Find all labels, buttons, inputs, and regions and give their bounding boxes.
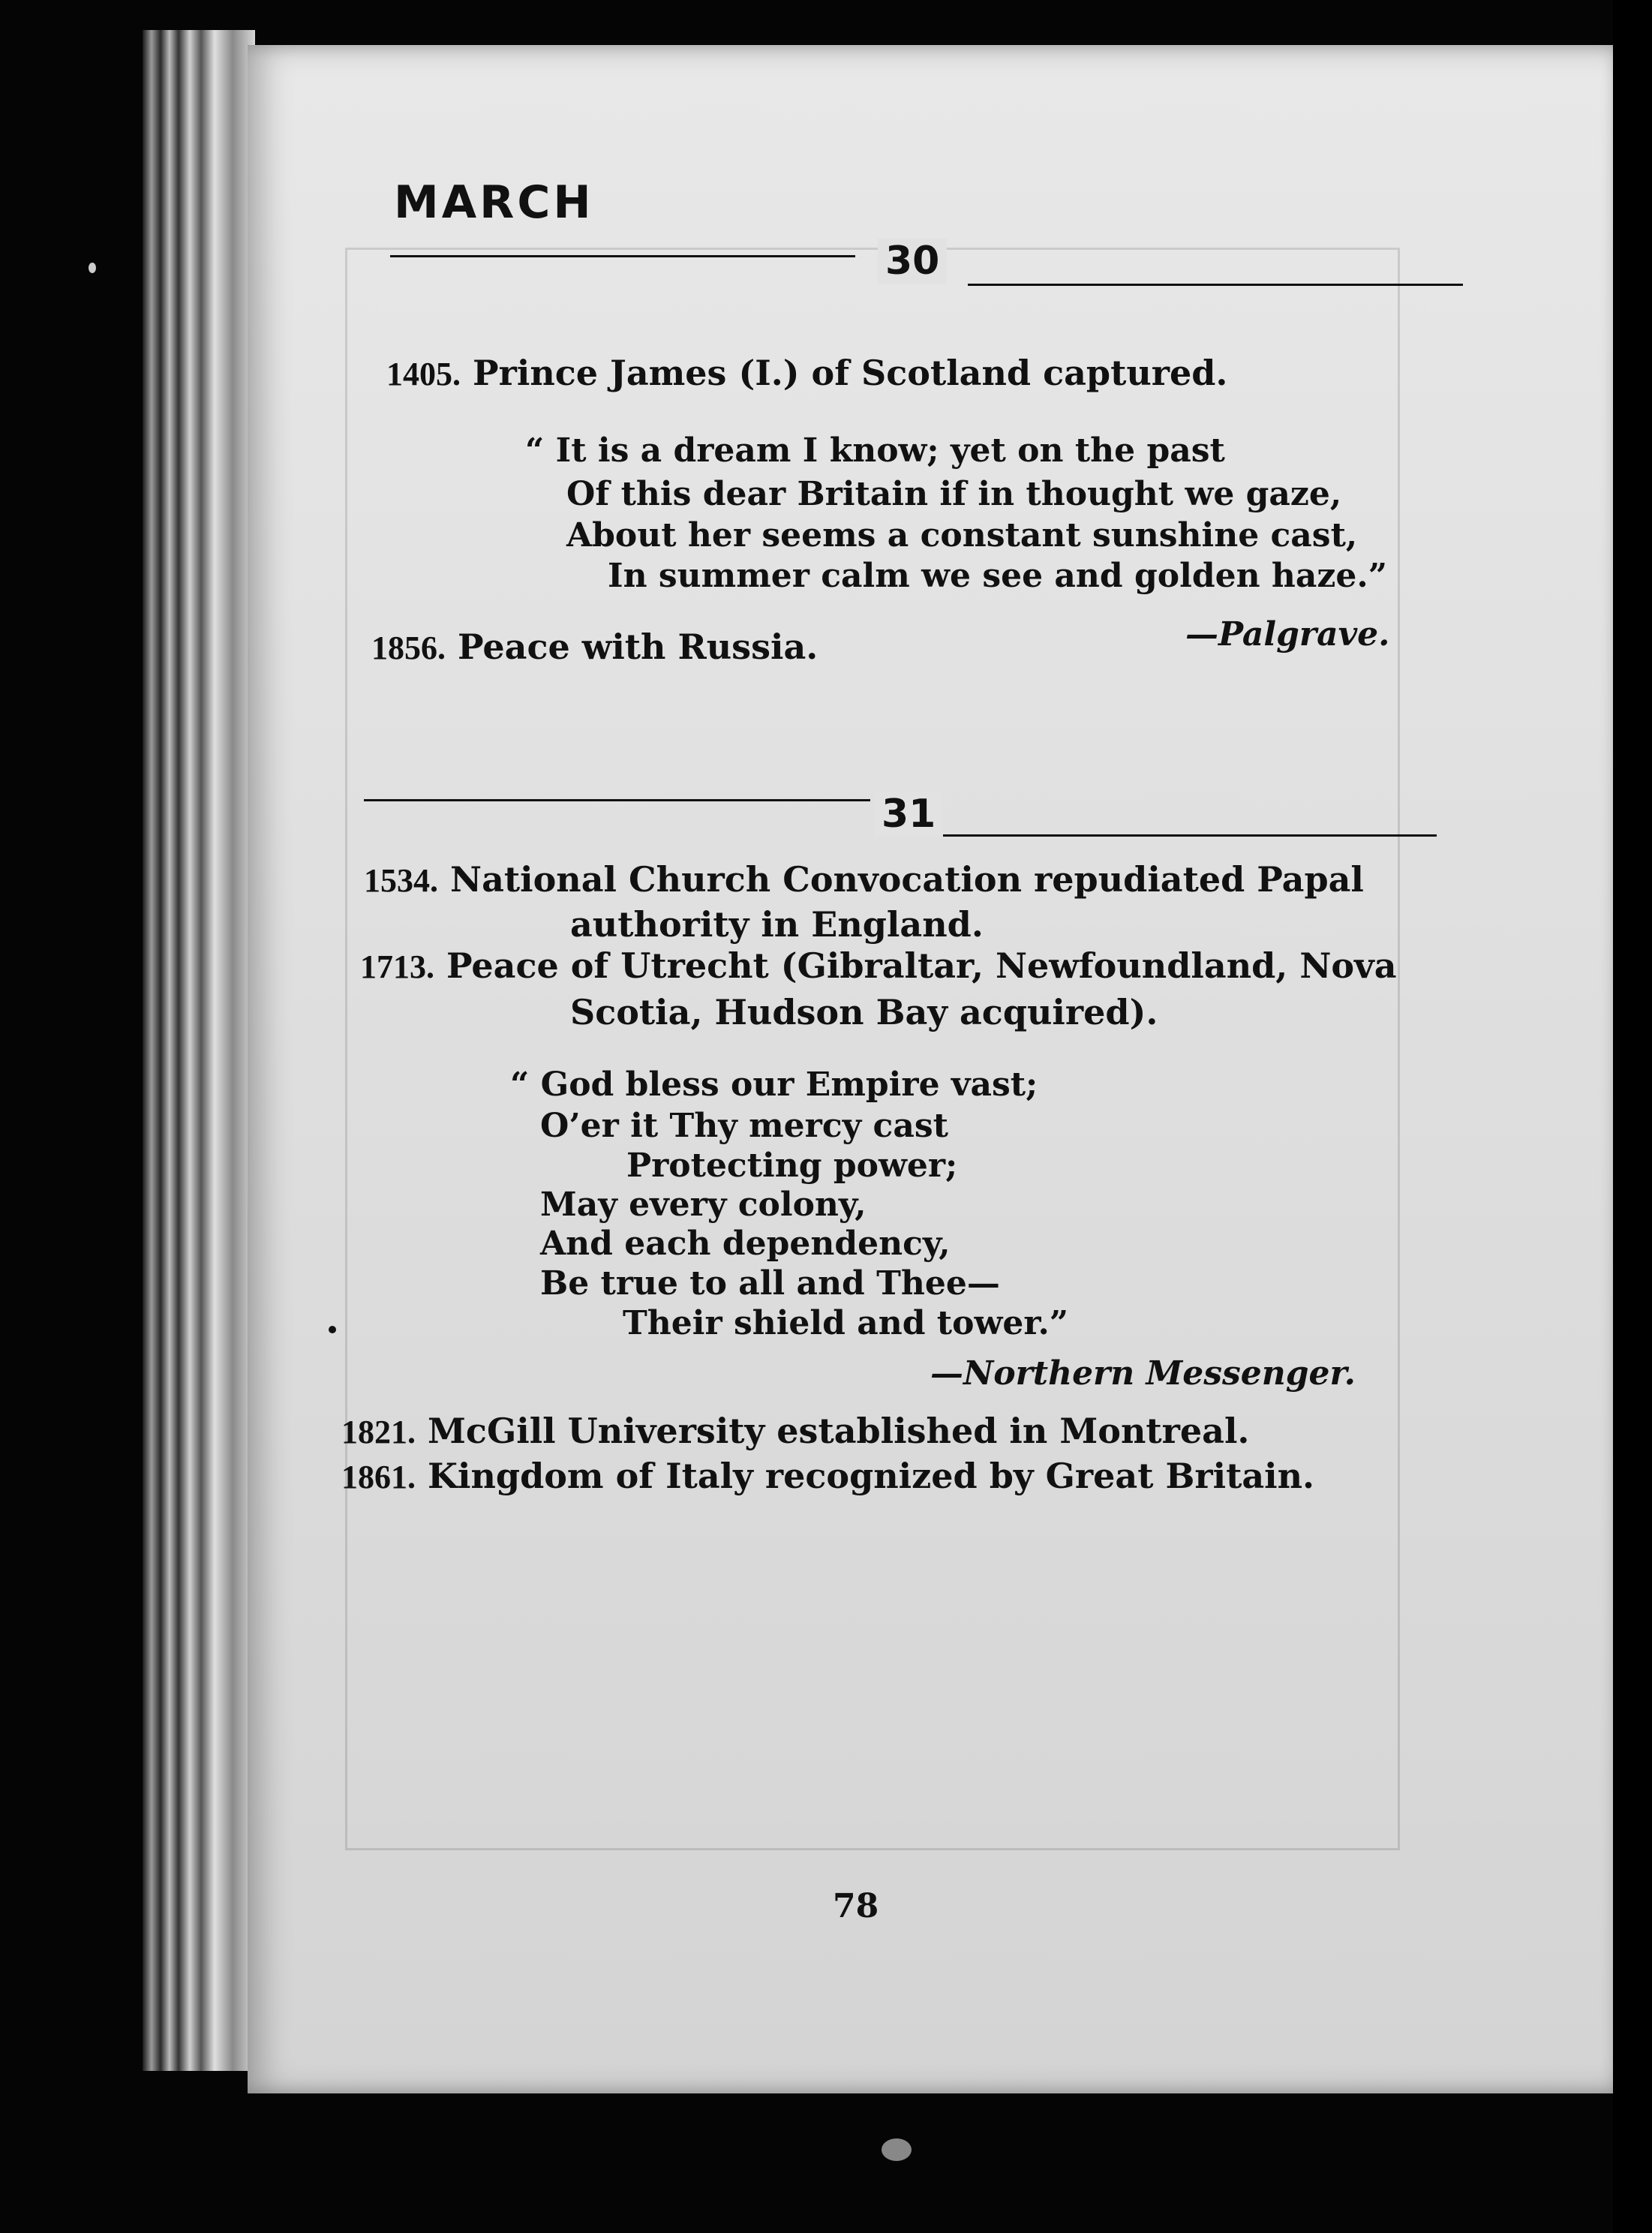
dust-speck: [882, 2138, 912, 2161]
entry-text: Peace of Utrecht (Gibraltar, Newfoundland, Nova: [446, 945, 1397, 986]
history-entry: [360, 945, 1397, 986]
poem-line: And each dependency,: [540, 1225, 951, 1263]
day-rule-left: [364, 799, 870, 801]
entry-text: Kingdom of Italy recognized by Great Britain.: [428, 1456, 1315, 1496]
poem-line: In summer calm we see and golden haze.”: [608, 557, 1388, 595]
poem-attribution: —Northern Messenger.: [930, 1354, 1356, 1393]
history-entry: [364, 859, 1364, 900]
entry-year: 1405.: [386, 356, 461, 392]
day-number: 30: [878, 239, 947, 284]
entry-year: 1713.: [360, 948, 434, 985]
day-rule-right: [968, 284, 1463, 286]
poem-line: About her seems a constant sunshine cast,: [566, 516, 1358, 554]
poem-line: Their shield and tower.”: [623, 1304, 1069, 1342]
poem-line: “ It is a dream I know; yet on the past: [525, 431, 1225, 470]
poem-line: O’er it Thy mercy cast: [540, 1107, 948, 1145]
poem-line: Of this dear Britain if in thought we gaze,: [566, 475, 1342, 513]
entry-year: 1856.: [371, 630, 446, 666]
history-entry-continuation: Scotia, Hudson Bay acquired).: [570, 992, 1158, 1032]
entry-text: McGill University established in Montreal.: [428, 1411, 1250, 1451]
poem-line: “ God bless our Empire vast;: [510, 1065, 1038, 1104]
history-entry: [341, 1456, 1314, 1496]
poem-line: Be true to all and Thee—: [540, 1264, 1000, 1303]
dust-speck: [329, 1326, 336, 1333]
entry-text: Peace with Russia.: [458, 627, 818, 667]
entry-year: 1821.: [341, 1414, 416, 1450]
page-number: 78: [833, 1887, 879, 1925]
day-number: 31: [874, 792, 943, 837]
entry-year: 1534.: [364, 862, 438, 899]
poem-attribution: —Palgrave.: [1185, 615, 1390, 654]
entry-year: 1861.: [341, 1459, 416, 1495]
book-spine-edge: [143, 30, 255, 2071]
entry-text: National Church Convocation repudiated Papal: [450, 859, 1364, 900]
history-entry: [341, 1411, 1249, 1451]
entry-text: Prince James (I.) of Scotland captured.: [473, 353, 1228, 393]
dust-speck: [89, 263, 96, 273]
poem-line: Protecting power;: [626, 1147, 958, 1185]
month-heading: MARCH: [394, 176, 594, 229]
day-rule-right: [938, 834, 1437, 837]
history-entry: [386, 353, 1227, 393]
history-entry-continuation: authority in England.: [570, 904, 984, 945]
day-rule-left: [390, 255, 855, 257]
history-entry: [371, 627, 818, 667]
poem-line: May every colony,: [540, 1186, 867, 1224]
right-edge-shadow: [1613, 0, 1652, 2233]
